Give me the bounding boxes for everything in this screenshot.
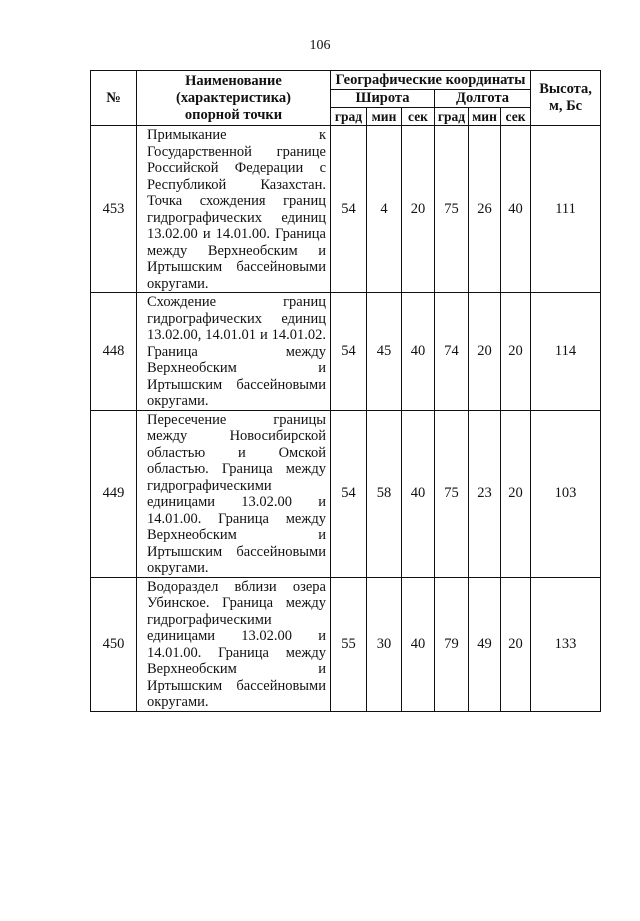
table-row bbox=[91, 126, 601, 293]
header-geo-coordinates: Географические координаты bbox=[331, 71, 531, 90]
page-number: 106 bbox=[309, 38, 331, 53]
header-number: № bbox=[91, 71, 137, 126]
longitude-seconds: 20 bbox=[501, 577, 531, 711]
table-row bbox=[91, 410, 601, 577]
longitude-minutes: 20 bbox=[469, 293, 501, 411]
longitude-degrees: 79 bbox=[435, 577, 469, 711]
latitude-seconds: 20 bbox=[402, 126, 435, 293]
height-value: 133 bbox=[531, 577, 601, 711]
header-lat-deg: град bbox=[331, 108, 367, 126]
latitude-seconds: 40 bbox=[402, 293, 435, 411]
header-height bbox=[531, 71, 601, 126]
header-lon-min: мин bbox=[469, 108, 501, 126]
point-description: Примыкание к Государственной границе Российской Федерации с Республикой Казахстан. Точка схождения границ гидрографических единиц 13.02.00 и 14.01.00. Граница между Верхнеобским и Иртышским бассейновыми округами. bbox=[137, 126, 331, 293]
header-name-line1: Наименование bbox=[185, 72, 282, 89]
longitude-degrees: 75 bbox=[435, 126, 469, 293]
point-number: 448 bbox=[91, 293, 137, 411]
height-value: 103 bbox=[531, 410, 601, 577]
table-row bbox=[91, 293, 601, 411]
longitude-degrees: 75 bbox=[435, 410, 469, 577]
point-number: 449 bbox=[91, 410, 137, 577]
point-number: 450 bbox=[91, 577, 137, 711]
point-description: Пересечение границы между Новосибирской областью и Омской областью. Граница между гидрографическими единицами 13.02.00 и 14.01.00. Граница между Верхнеобским и Иртышским бассейновыми округами. bbox=[137, 410, 331, 577]
longitude-minutes: 26 bbox=[469, 126, 501, 293]
latitude-minutes: 58 bbox=[367, 410, 402, 577]
header-lat-sec: сек bbox=[402, 108, 435, 126]
latitude-minutes: 30 bbox=[367, 577, 402, 711]
longitude-seconds: 20 bbox=[501, 293, 531, 411]
height-value: 111 bbox=[531, 126, 601, 293]
latitude-seconds: 40 bbox=[402, 410, 435, 577]
latitude-minutes: 45 bbox=[367, 293, 402, 411]
longitude-minutes: 23 bbox=[469, 410, 501, 577]
header-lat-min: мин bbox=[367, 108, 402, 126]
header-height-line2: м, Бс bbox=[548, 98, 583, 114]
header-name bbox=[137, 71, 331, 126]
header-lon-sec: сек bbox=[501, 108, 531, 126]
header-lon-deg: град bbox=[435, 108, 469, 126]
latitude-seconds: 40 bbox=[402, 577, 435, 711]
header-longitude: Долгота bbox=[435, 90, 531, 108]
latitude-degrees: 54 bbox=[331, 293, 367, 411]
header-latitude: Широта bbox=[331, 90, 435, 108]
latitude-degrees: 54 bbox=[331, 126, 367, 293]
point-description: Водораздел вблизи озера Убинское. Граница между гидрографическими единицами 13.02.00 и 14.01.00. Граница между Верхнеобским и Иртышским бассейновыми округами. bbox=[137, 577, 331, 711]
header-height-line1: Высота, bbox=[539, 81, 592, 97]
longitude-degrees: 74 bbox=[435, 293, 469, 411]
longitude-seconds: 20 bbox=[501, 410, 531, 577]
latitude-minutes: 4 bbox=[367, 126, 402, 293]
longitude-seconds: 40 bbox=[501, 126, 531, 293]
latitude-degrees: 54 bbox=[331, 410, 367, 577]
header-name-line2: (характеристика) bbox=[176, 89, 291, 106]
table-row bbox=[91, 577, 601, 711]
header-name-line3: опорной точки bbox=[184, 106, 283, 123]
coordinates-table bbox=[90, 70, 601, 712]
longitude-minutes: 49 bbox=[469, 577, 501, 711]
point-description: Схождение границ гидрографических единиц 13.02.00, 14.01.01 и 14.01.02. Граница между Верхнеобским и Иртышским бассейновыми округами. bbox=[137, 293, 331, 411]
table-body bbox=[91, 126, 601, 712]
latitude-degrees: 55 bbox=[331, 577, 367, 711]
table-header bbox=[91, 71, 601, 126]
point-number: 453 bbox=[91, 126, 137, 293]
height-value: 114 bbox=[531, 293, 601, 411]
